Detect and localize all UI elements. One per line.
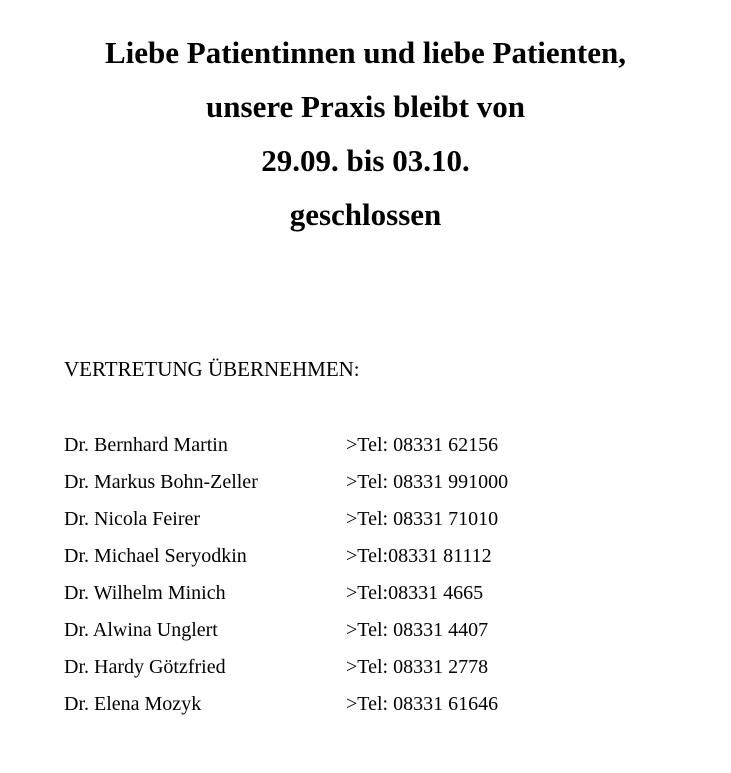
doctor-name: Dr. Bernhard Martin <box>64 434 228 456</box>
doctor-phone: >Tel:08331 81112 <box>346 545 492 567</box>
doctor-phone: >Tel: 08331 62156 <box>346 434 499 456</box>
headline-closed: geschlossen <box>289 197 442 232</box>
doctor-name: Dr. Hardy Götzfried <box>64 656 226 678</box>
headline-practice-notice: unsere Praxis bleibt von <box>206 89 525 124</box>
doctor-name: Dr. Nicola Feirer <box>64 508 201 530</box>
contact-row <box>64 465 684 502</box>
doctor-name: Dr. Wilhelm Minich <box>64 582 226 604</box>
substitute-section-label: VERTRETUNG ÜBERNEHMEN: <box>64 357 360 381</box>
doctor-phone: >Tel: 08331 61646 <box>346 693 499 715</box>
doctor-name: Dr. Elena Mozyk <box>64 693 202 715</box>
doctor-phone: >Tel:08331 4665 <box>346 582 484 604</box>
contact-row <box>64 539 684 576</box>
contact-row <box>64 613 684 650</box>
substitute-contact-list <box>64 428 684 724</box>
headline-greeting: Liebe Patientinnen und liebe Patienten, <box>105 35 626 70</box>
doctor-phone: >Tel: 08331 71010 <box>346 508 499 530</box>
contact-row <box>64 502 684 539</box>
contact-row <box>64 650 684 687</box>
contact-row <box>64 687 684 724</box>
doctor-phone: >Tel: 08331 2778 <box>346 656 489 678</box>
doctor-name: Dr. Alwina Unglert <box>64 619 218 641</box>
doctor-phone: >Tel: 08331 4407 <box>346 619 489 641</box>
doctor-phone: >Tel: 08331 991000 <box>346 471 509 493</box>
closure-headline <box>0 26 731 242</box>
doctor-name: Dr. Michael Seryodkin <box>64 545 247 567</box>
doctor-name: Dr. Markus Bohn-Zeller <box>64 471 258 493</box>
contact-row <box>64 576 684 613</box>
contact-row <box>64 428 684 465</box>
headline-dates: 29.09. bis 03.10. <box>261 143 470 178</box>
